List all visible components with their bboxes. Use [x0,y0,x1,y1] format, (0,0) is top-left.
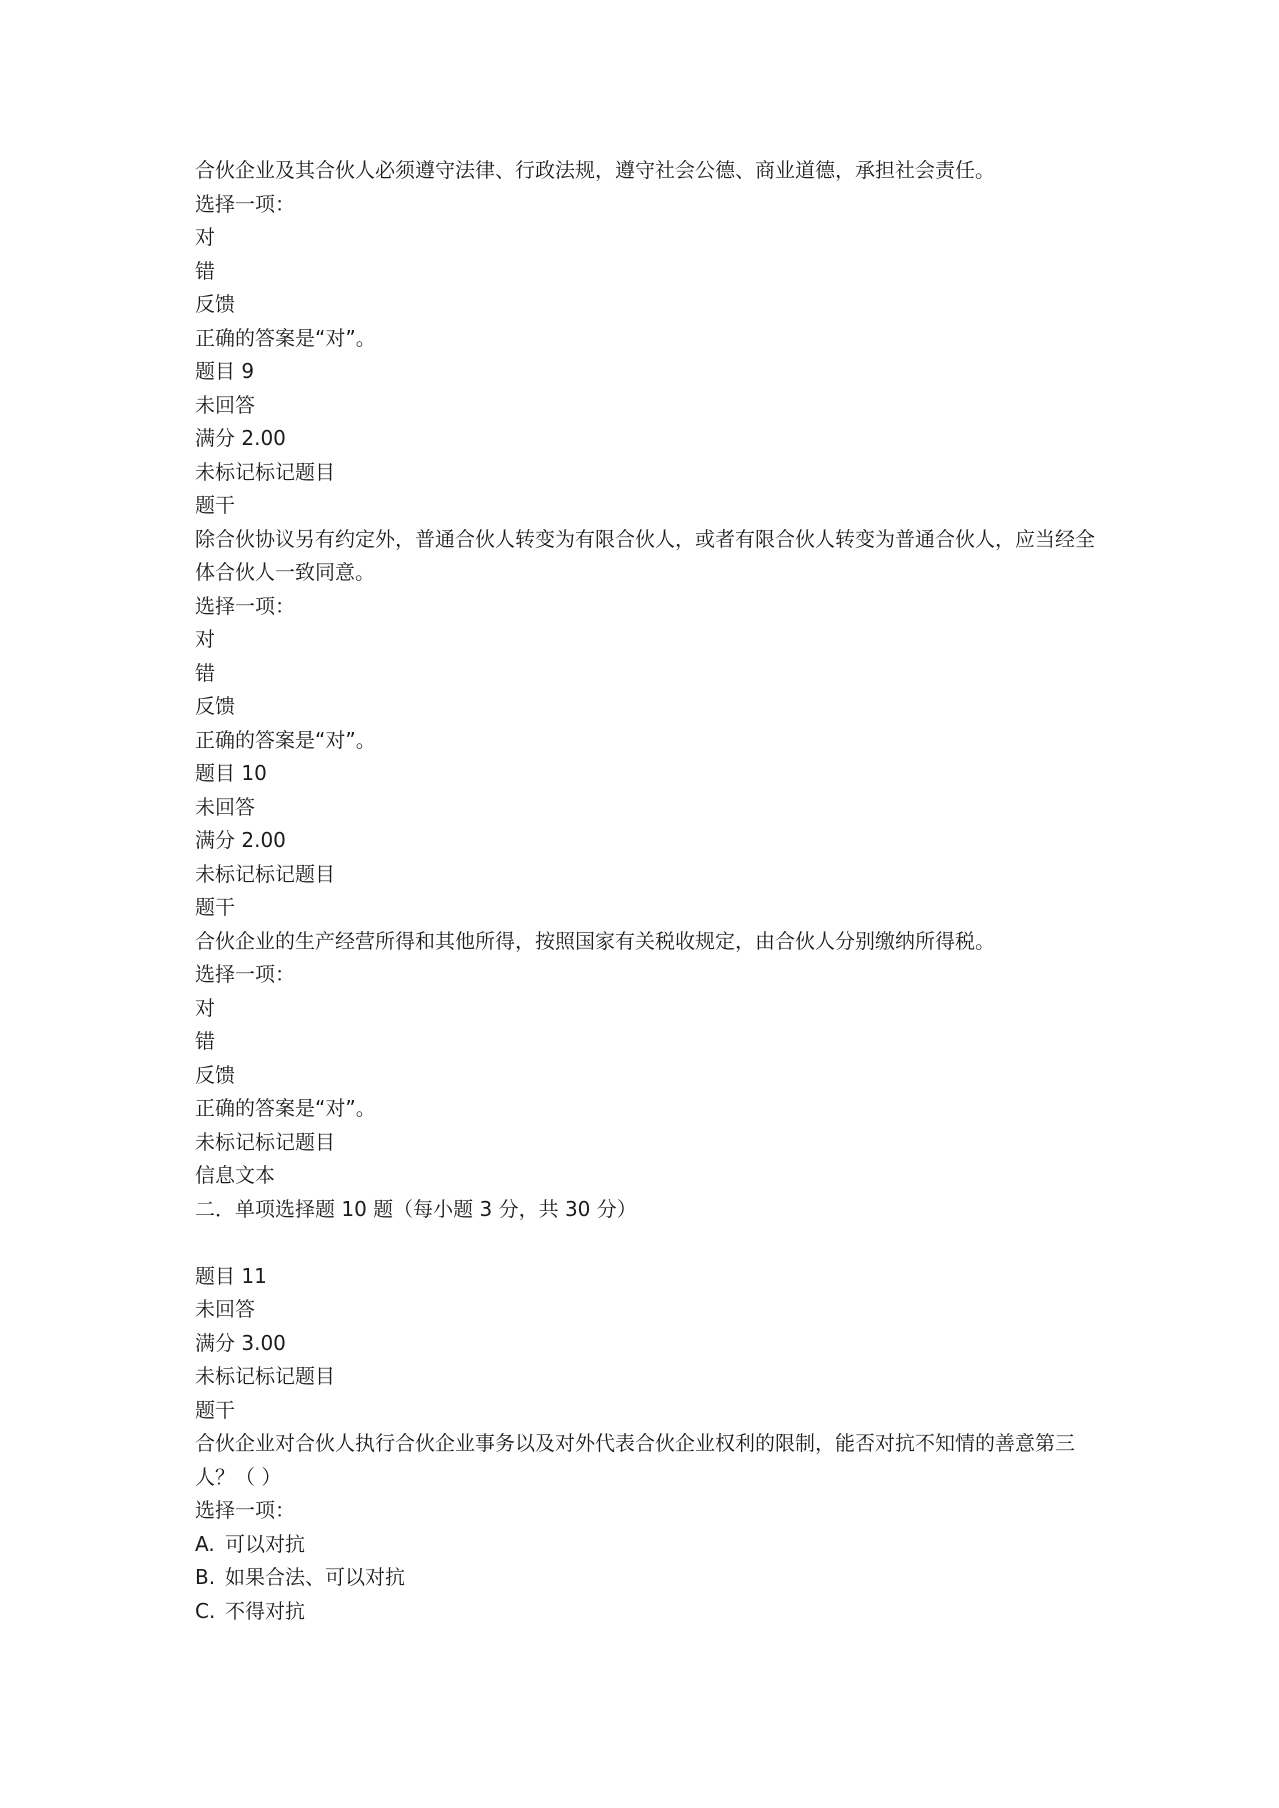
flag-question-link[interactable]: 未标记标记题目 [195,1364,335,1388]
option-text: 不得对抗 [225,1598,305,1623]
question-status: 未回答 [195,794,255,819]
question-text: 合伙企业对合伙人执行合伙企业事务以及对外代表合伙企业权利的限制，能否对抗不知情的善意第三人？（ ） [195,1431,1075,1489]
option-true[interactable]: 对 [195,225,215,249]
question-text: 合伙企业的生产经营所得和其他所得，按照国家有关税收规定，由合伙人分别缴纳所得税。 [195,928,995,953]
feedback-label: 反馈 [195,292,235,316]
stem-label: 题干 [195,1397,235,1422]
question-number: 题目 9 [195,359,255,383]
question-score: 满分 2.00 [195,426,286,450]
question-text: 除合伙协议另有约定外，普通合伙人转变为有限合伙人，或者有限合伙人转变为普通合伙人，应当经全体合伙人一致同意。 [195,526,1095,584]
correct-answer: 正确的答案是“对”。 [195,1096,376,1120]
option-false[interactable]: 错 [195,660,215,685]
feedback-label: 反馈 [195,1062,235,1087]
question-number: 题目 11 [195,1263,267,1288]
question-status: 未回答 [195,1297,255,1321]
question-text: 合伙企业及其合伙人必须遵守法律、行政法规，遵守社会公德、商业道德，承担社会责任。 [195,158,995,182]
feedback-label: 反馈 [195,694,235,718]
correct-answer: 正确的答案是“对”。 [195,727,376,752]
choose-label: 选择一项： [195,191,295,216]
option-text: 如果合法、可以对抗 [225,1565,405,1589]
option-a[interactable] [195,1528,1095,1562]
info-label: 信息文本 [195,1163,275,1187]
blank-line [195,1226,1095,1260]
flag-question-link[interactable]: 未标记标记题目 [195,861,335,886]
choose-label: 选择一项： [195,962,295,986]
question-score: 满分 3.00 [195,1330,286,1355]
correct-answer: 正确的答案是“对”。 [195,325,376,350]
section-title: 二．单项选择题 10 题（每小题 3 分，共 30 分） [195,1196,637,1221]
option-letter: C. [195,1598,216,1623]
option-b[interactable] [195,1561,1095,1595]
option-letter: B. [195,1565,216,1589]
question-number: 题目 10 [195,761,267,785]
question-status: 未回答 [195,392,255,417]
option-text: 可以对抗 [225,1531,305,1556]
option-true[interactable]: 对 [195,627,215,651]
option-c[interactable] [195,1595,1095,1629]
option-false[interactable]: 错 [195,1029,215,1053]
option-letter: A. [195,1531,215,1556]
document-page [195,154,1095,1628]
question-score: 满分 2.00 [195,828,286,852]
option-true[interactable]: 对 [195,995,215,1020]
option-false[interactable]: 错 [195,258,215,283]
choose-label: 选择一项： [195,593,295,618]
stem-label: 题干 [195,493,235,517]
stem-label: 题干 [195,895,235,919]
flag-question-link[interactable]: 未标记标记题目 [195,459,335,484]
choose-label: 选择一项： [195,1498,295,1522]
flag-question-link[interactable]: 未标记标记题目 [195,1129,335,1154]
